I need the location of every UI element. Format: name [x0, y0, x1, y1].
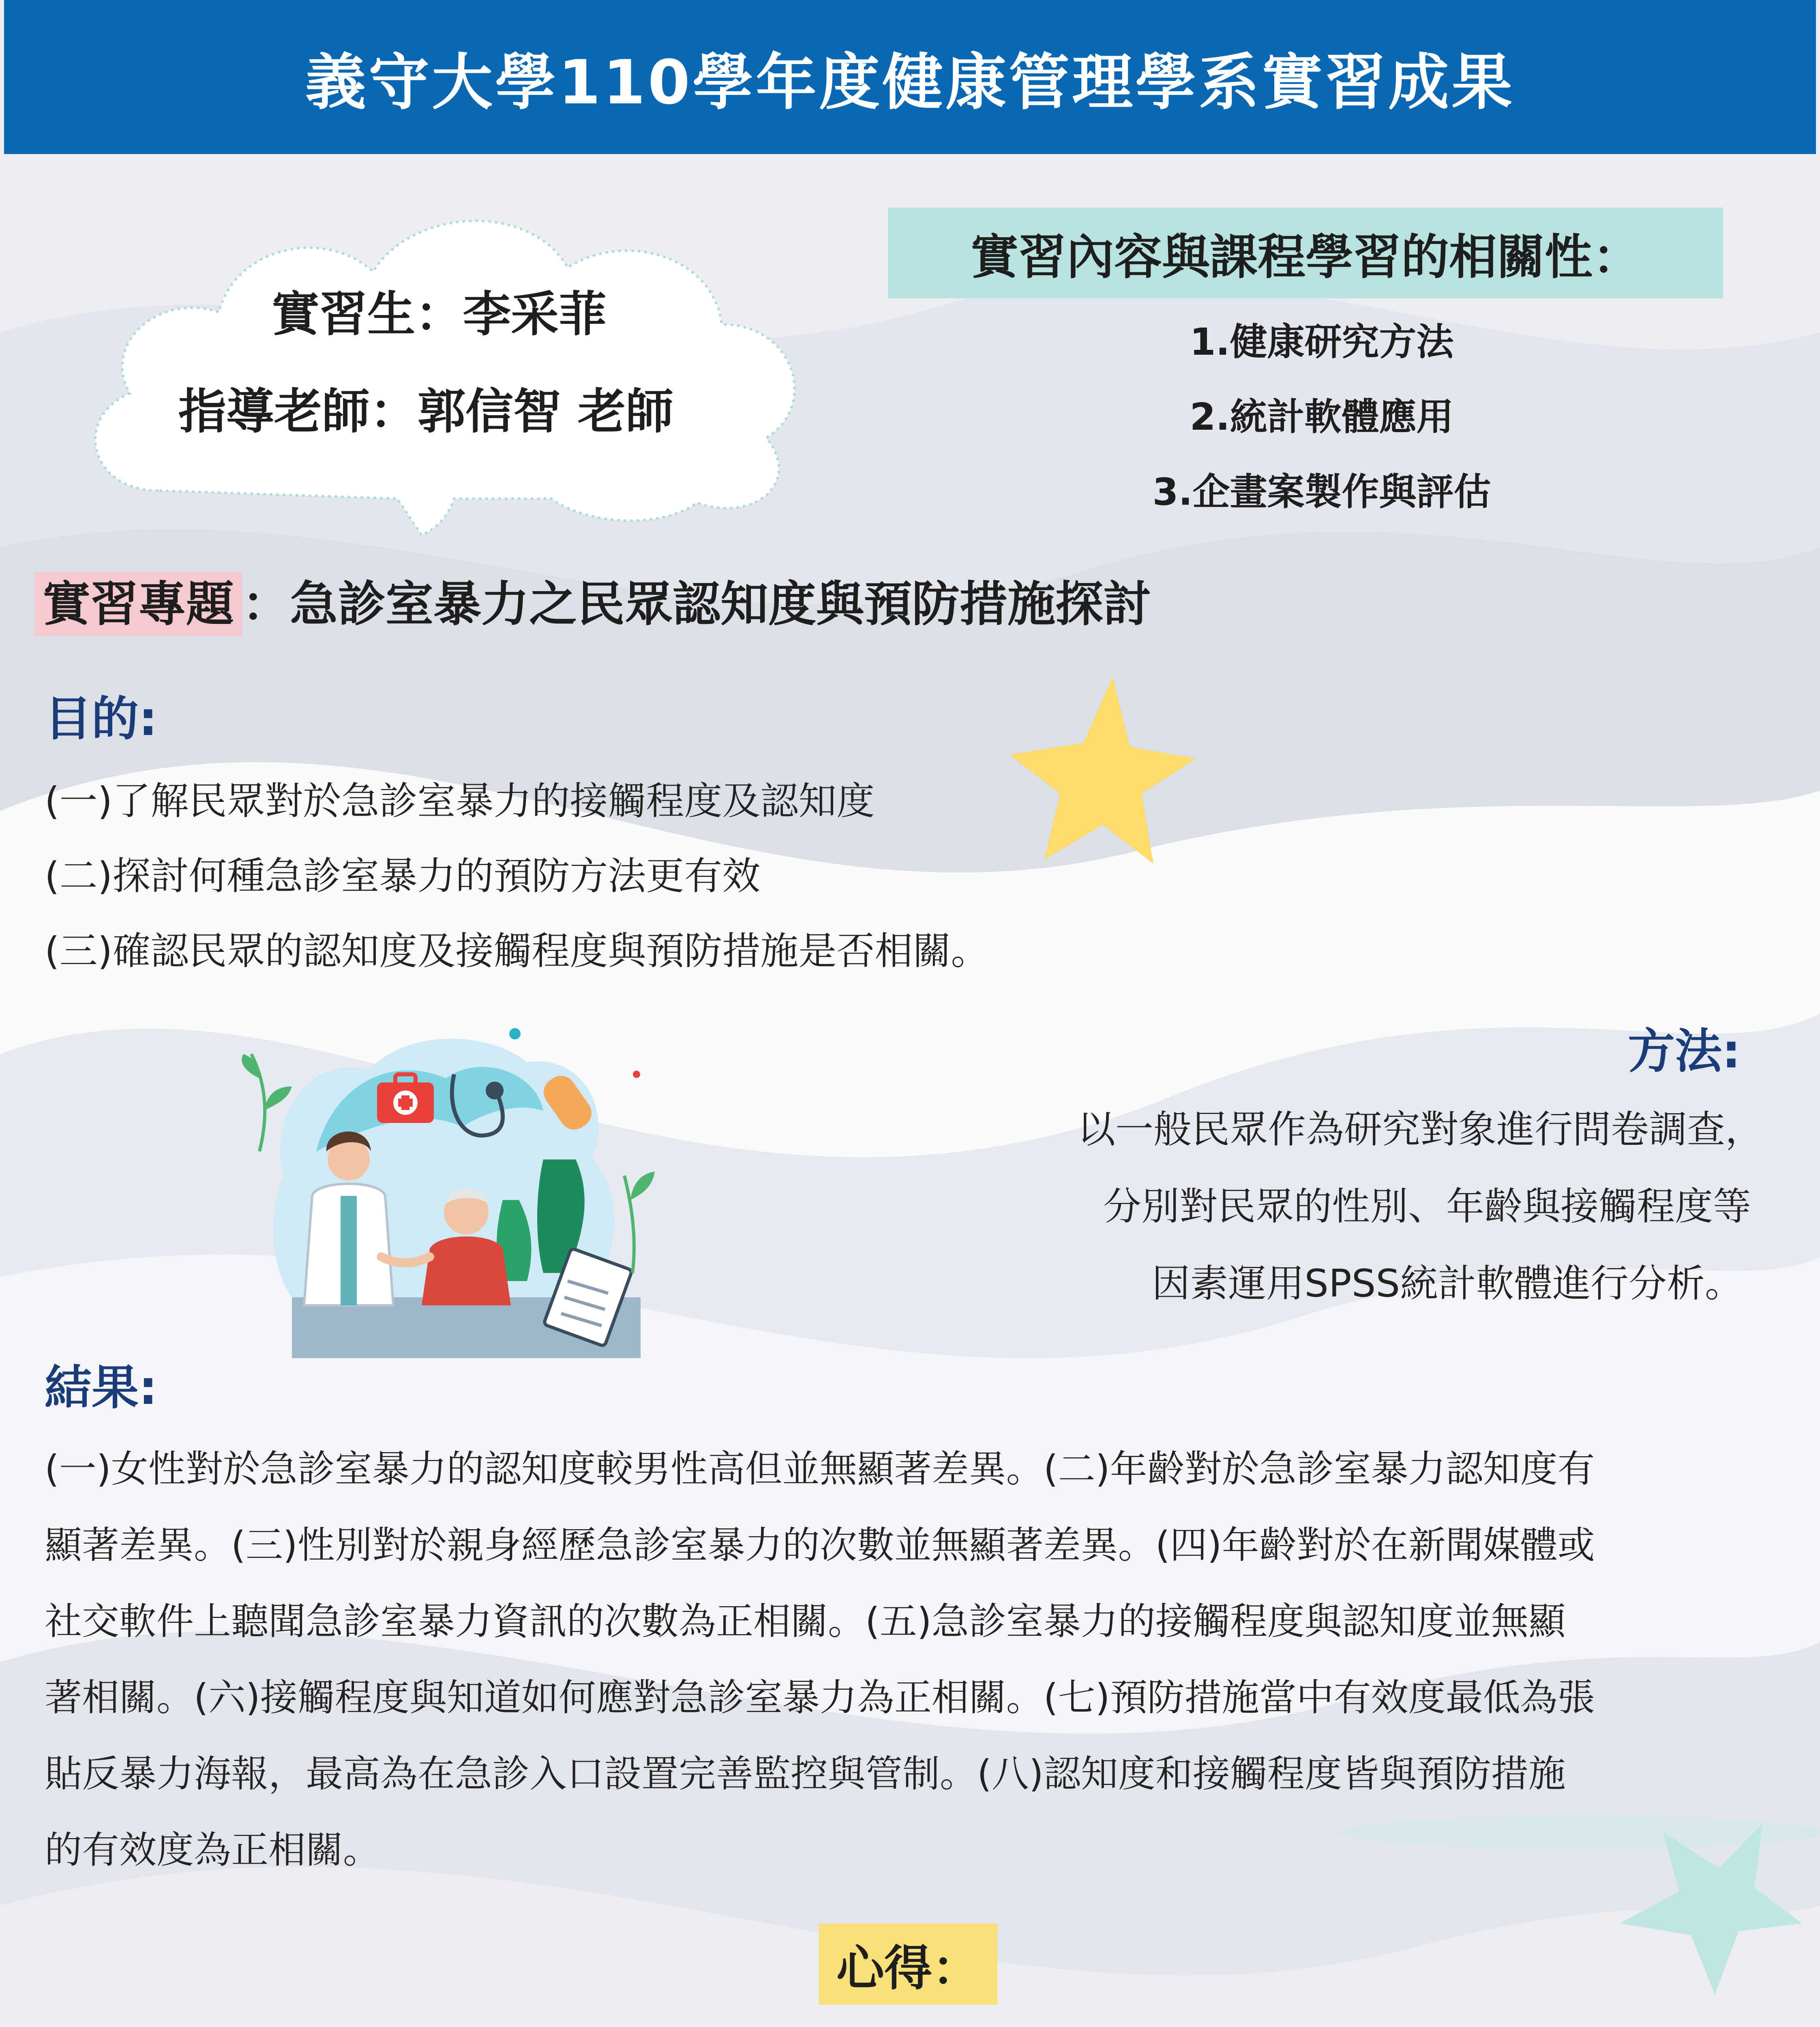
- results-line: 社交軟件上聽聞急診室暴力資訊的次數為正相關。(五)急診室暴力的接觸程度與認知度並無顯: [45, 1600, 1566, 1643]
- page-title: 義守大學110學年度健康管理學系實習成果: [305, 47, 1515, 118]
- topic-title: ：急診室暴力之民眾認知度與預防措施探討: [242, 576, 1151, 632]
- star-icon: [1005, 669, 1200, 872]
- insight-heading: [819, 1924, 997, 2005]
- intern-name: 實習生：李采菲: [272, 286, 607, 342]
- method-line: 因素運用SPSS統計軟體進行分析。: [1152, 1262, 1743, 1306]
- title-bar: [4, 0, 1816, 154]
- results-line: 的有效度為正相關。: [45, 1828, 381, 1872]
- cloud-shape: [65, 191, 835, 539]
- method-line: 分別對民眾的性別、年齡與接觸程度等: [1103, 1185, 1751, 1229]
- course-item: 3.企畫案製作與評估: [1152, 470, 1491, 514]
- results-line: 著相關。(六)接觸程度與知道如何應對急診室暴力為正相關。(七)預防措施當中有效度最低為張: [45, 1676, 1595, 1719]
- purpose-item: (一)了解民眾對於急診室暴力的接觸程度及認知度: [45, 779, 875, 823]
- course-item: 1.健康研究方法: [1190, 320, 1454, 364]
- purpose-heading: 目的:: [45, 692, 158, 746]
- topic-line: [34, 566, 1151, 634]
- results-line: (一)女性對於急診室暴力的認知度較男性高但並無顯著差異。(二)年齡對於急診室暴力認知度有: [45, 1447, 1595, 1491]
- purpose-item: (三)確認民眾的認知度及接觸程度與預防措施是否相關。: [45, 929, 989, 973]
- results-paragraph: [45, 1431, 1788, 1888]
- doctor-patient-illustration: [235, 1005, 661, 1370]
- relevance-heading: [888, 208, 1723, 298]
- results-line: 貼反暴力海報，最高為在急診入口設置完善監控與管制。(八)認知度和接觸程度皆與預防措施: [45, 1752, 1566, 1796]
- course-item: 2.統計軟體應用: [1190, 395, 1454, 439]
- advisor-name: 指導老師：郭信智 老師: [178, 384, 674, 439]
- results-line: 顯著差異。(三)性別對於親身經歷急診室暴力的次數並無顯著差異。(四)年齡對於在新聞媒體或: [45, 1523, 1595, 1567]
- results-heading: 結果:: [45, 1361, 158, 1415]
- method-heading: 方法:: [1628, 1024, 1741, 1079]
- relevance-heading-text: 實習內容與課程學習的相關性：: [970, 229, 1640, 285]
- star-icon: [1606, 1820, 1808, 1999]
- insight-heading-text: 心得：: [836, 1940, 980, 1996]
- purpose-item: (二)探討何種急診室暴力的預防方法更有效: [45, 854, 761, 898]
- topic-label: 實習專題: [34, 572, 242, 636]
- method-line: 以一般民眾作為研究對象進行問卷調查，: [1077, 1108, 1763, 1152]
